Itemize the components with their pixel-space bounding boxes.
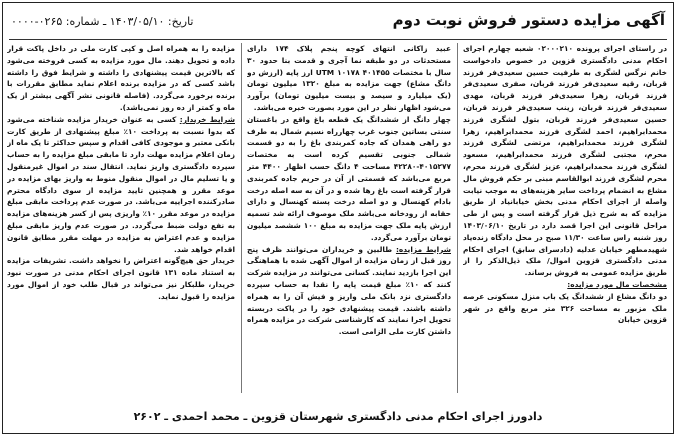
notice-footer: دادورز اجرای احکام مدنی دادگستری شهرستان قزوین ـ محمد احمدی ـ ۲۶۰۲ xyxy=(133,410,543,423)
notice-header xyxy=(11,9,665,39)
submission-paragraph: مزایده را به همراه اصل و کپی کارت ملی در داخل پاکت قرار داده و تحویل دهند. مال مورد مزایده به کسی فروخته می‌شود که بالاترین قیمت پیشنهادی را داشته و شرایط فوق را داشته باشد کسی که در مزایده برنده اعلام نماید مطابق مقررات با برنده برخورد می‌گردد. (فاصله قانونی نشر آگهی بیشتر از یک ماه و کمتر از ده روز نمی‌باشد). xyxy=(7,44,235,112)
header-divider xyxy=(9,39,667,40)
notice-columns xyxy=(9,43,667,393)
garden-paragraph: چهار دانگ از ششدانگ یک قطعه باغ واقع در باغستان سنتی بساتین جنوب غرب چهارراه نسیم شمال به طرف دو راهی همدان که جاده کمربندی باغ را به دو قسمت شمالی جنوبی تقسیم کرده است به مختصات ۴۰۱۵۲۷۷-۴۲۲۸۰ مساحت ۴ دانگ حسب اظهار ۴۴۰۰ متر مربع می‌باشد که قسمتی از آن در حریم جاده کمربندی قرار گرفته است باغ رها شده و در آن به سه اصله درخت بادام کهنسال و دو اصله درخت پسته کهنسال و دارای حقابه از رودخانه می‌باشد ملک موصوف ارائه شد تسمیه ارزش پایه ملک جهت مزایده به مبلغ ۱۰۰ ششصد میلیون تومان برآورد می‌گردد. xyxy=(247,114,451,242)
spec-heading: مشخصات مال مورد مزایده: xyxy=(567,279,667,289)
notice-date: تاریخ: ۱۴۰۳/۰۵/۱۰ xyxy=(109,15,194,28)
property-paragraph: عبید زاکانی انتهای کوچه پنجم پلاک ۱۷۴ دارای مستحدثات در دو طبقه نما آجری و قدمت بنا حدود ۳۰ سال با مختصات UTM ۱۰۱۷۸ ۴۰۱۴۵۵ ارز پایه (ارزش دو دانگ مشاع) جهت مزایده به مبلغ ۱۳۲۰ میلیون تومان (یک میلیارد و سیصد و بیست میلیون تومان) برآورد می‌شود اظهار نظر در این مورد بصورت خبره می‌باشد. xyxy=(247,44,451,112)
column-divider xyxy=(457,43,458,393)
column-middle xyxy=(247,43,451,393)
closing-paragraph: خریدار حق هیچ‌گونه اعتراض را نخواهد داشت. تشریفات مزایده به استناد ماده ۱۳۱ قانون اجرای احکام مدنی در صورت نبود خریدار، طلبکار نیز می‌تواند در قبال طلب خود از اموال مورد مزایده را قبول نماید. xyxy=(7,256,235,301)
buyer-heading: شرایط خریدار: xyxy=(179,114,235,124)
notice-meta: تاریخ: ۱۴۰۳/۰۵/۱۰ ـ شماره: ۰۲۶۵-۰۰۰۰ xyxy=(11,15,194,28)
notice-frame xyxy=(2,2,674,434)
column-left xyxy=(7,43,235,393)
spec-paragraph: دو دانگ مشاع از ششدانگ یک باب منزل مسکونی عرصه ملک مزبور به مساحت ۳۲۶ متر مربع واقع در شهر قزوین خیابان xyxy=(463,291,667,325)
notice-number: شماره: ۰۲۶۵-۰۰۰۰ xyxy=(11,15,100,28)
column-divider xyxy=(241,43,242,393)
conditions-paragraph: طالبین و خریداران می‌توانند ظرف پنج روز قبل از زمان مزایده از اموال آگهی شده با هماهنگی این اجرا بازدید نمایند. کسانی می‌توانند در مزایده شرکت کنند که ۱۰٪ مبلغ قیمت پایه را نقدا به حساب سپرده دادگستری نزد بانک ملی واریز و فیش آن را به همراه داشته باشند. قیمت پیشنهادی خود را در پاکت دربسته تحویل اجرا نمایند که کارشناسی شرکت در مزایده همراه داشتن کارت ملی الزامی است. xyxy=(247,244,451,337)
notice-title: آگهی مزایده دستور فروش نوبت دوم xyxy=(392,11,665,29)
conditions-heading: شرایط مزایده: xyxy=(395,244,451,254)
buyer-paragraph: کسی به عنوان خریدار مزایده شناخته می‌شود که بدوا نسبت به پرداخت ۱۰٪ مبلغ پیشنهادی از طریق کارت بانکی معتبر و موجودی کافی اقدام و سپس حداکثر تا یک ماه از زمان اعلام مزایده مهلت دارد تا مابقی مبلغ مزایده را به حساب سپرده دادگستری واریز نماید. انتقال سند در اموال غیرمنقول و یا تسلیم مال در اموال منقول منوط به واریز بهای مزایده در موعد مقرر و همچنین تایید مزایده از سوی دادگاه محترم صادرکننده اجراییه می‌باشد. در صورت عدم پرداخت مابقی مبلغ مزایده در موعد مقرر ۱۰٪ واریزی پس از کسر هزینه‌های مزایده به نفع دولت ضبط می‌گردد. در صورت عدم واریز مابقی مبلغ مزایده و عدم اعتراض به مزایده در مهلت مقرر مطابق قانون اقدام خواهد شد. xyxy=(7,114,235,254)
intro-paragraph: در راستای اجرای پرونده ۰۲۰۰۰۲۱۰ شعبه چهارم اجرای احکام مدنی دادگستری قزوین در خصوص دادخواست خانم نرگس لشگری به طرفیت حسین سعیدی‌فر فرزند قربان، رقیه سعیدی‌فر فرزند قربان، صفری سعیدی‌فر فرزند قربان، زهرا سعیدی‌فر فرزند قربان، مهدی سعیدی‌فر فرزند قربان، زینب سعیدی‌فر فرزند قربان، حسین سعیدی‌فر فرزند قربان، بتول لشگری فرزند محمدابراهیم، احمد لشگری فرزند محمدابراهیم، زهرا لشگری فرزند محمدابراهیم، مرتضی لشگری فرزند محرم، مجتبی لشگری فرزند محمدابراهیم، مسعود لشگری فرزند محمدابراهیم، عزیز لشگری فرزند محرم، محرم لشگری فرزند ابوالقاسم مبنی بر حکم فروش مال مشاع به انضمام پرداخت سایر هزینه‌های به موجب نیابت واصله از اجرای احکام مدنی بخش خیابانیاد از طریق مزایده که به شرح ذیل قرار گرفته است و پس از طی مراحل قانونی این اجرا قصد دارد در تاریخ ۱۴۰۳/۰۶/۱۰ روز شنبه راس ساعت ۱۱/۳۰ صبح در محل دادگاه زنده‌یاد شهیدمطهر خیابان عدلیه (دادسرای سابق) اجرای احکام مدنی دادگستری قزوین اموال/ ملک ذیل‌الذکر را از طریق مزایده عمومی به فروش برساند. xyxy=(463,44,667,278)
column-right xyxy=(463,43,667,393)
